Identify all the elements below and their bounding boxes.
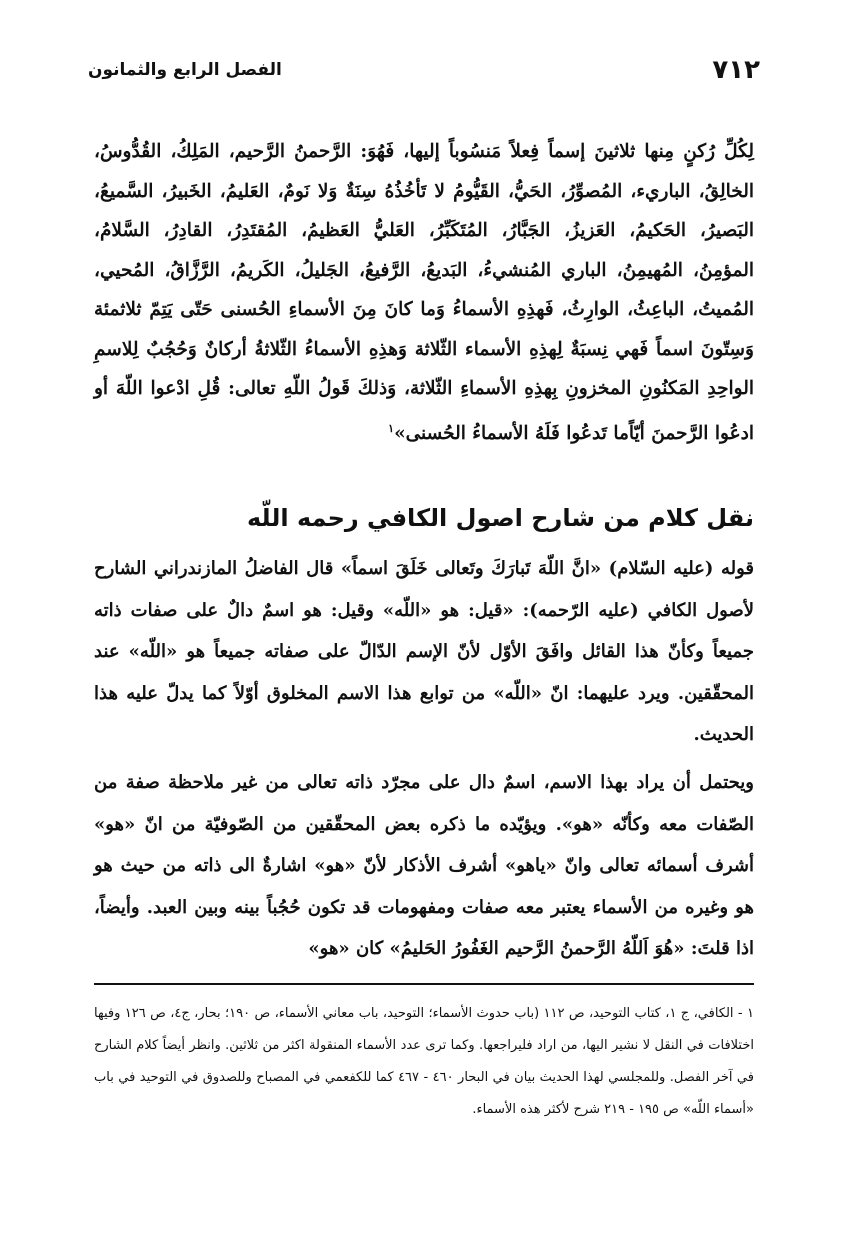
commentary-paragraph-1: قوله (عليه السّلام) «انَّ اللّهَ تَبارَكَ وتَعالى خَلَقَ اسماً» قال الفاضلُ المازندراني الشارح لأصول الكافي (عليه الرّحمه): «قيل: هو «اللّه» وقيل: هو اسمٌ دالٌ على صفات ذاته جميعاً وكأنّ هذا القائل وافَقَ الأوّل لأنّ الإسم الدّالّ على صفاته جميعاً هو «اللّه» عند المحقّقين. ويرد عليهما: انّ «اللّه» من توابع هذا الاسم المخلوق أوّلاً كما يدلّ عليه هذا الحديث. <box>94 558 754 745</box>
footnote-divider <box>94 983 754 985</box>
chapter-title: الفصل الرابع والثمانون <box>88 60 282 80</box>
footnote: ١ - الكافي، ج ١، كتاب التوحيد، ص ١١٢ (باب حدوث الأسماء؛ التوحيد، باب معاني الأسماء، ص ١٩٠؛ بحار، ج٤، ص ١٢٦ وفيها اختلافات في النقل لا نشير اليها، من اراد فليراجعها. وكما ترى عدد الأسماء المنقولة اكثر من ثلاثين. وانظر أيضاً كلام الشارح في آخر الفصل. وللمجلسي لهذا الحديث بيان في البحار ٤٦٠ - ٤٦٧ كما للكفعمي في المصباح وللصدوق في التوحيد في باب «أسماء اللّه» ص ١٩٥ - ٢١٩ شرح لأكثر هذه الأسماء. <box>94 1006 754 1117</box>
hadith-paragraph <box>94 132 754 453</box>
section-heading: نقل كلام من شارح اصول الكافي رحمه اللّه <box>247 504 754 532</box>
footnote-reference[interactable]: ١ <box>388 421 395 435</box>
commentary-paragraph-2: ويحتمل أن يراد بهذا الاسم، اسمٌ دال على مجرّد ذاته تعالى من غير ملاحظة صفة من الصّفات معه وكأنّه «هو». ويؤيّده ما ذكره بعض المحقّقين من الصّوفيّة من انّ «هو» أشرف أسمائه تعالى وانّ «ياهو» أشرف الأذكار لأنّ «هو» اشارةٌ الى ذاته من حيث هو هو وغيره من الأسماء يعتبر معه صفات ومفهومات قد تكون حُجُباً بينه وبين العبد. وأيضاً، اذا قلتَ: «هُوَ اَللّهُ الرَّحمنُ الرَّحيم الغَفُورُ الحَليمُ» كان «هو» <box>94 772 754 959</box>
page-header <box>88 52 760 88</box>
hadith-text: لِكُلِّ رُكنٍ مِنها ثلاثينَ إسماً فِعلاً مَنسُوباً إليها، فَهُوَ: الرَّحمنُ الرَّحيم، المَلِكُ، القُدُّوسُ، الخالِقُ، الباريء، المُصوِّرُ، الحَيُّ، القَيُّومُ لا تَأخُذُهُ سِنَةٌ وَلا نَومٌ، العَليمُ، الخَبيرُ، السَّميعُ، البَصيرُ، الحَكيمُ، العَزيزُ، الجَبَّارُ، المُتَكَبِّرُ، العَليُّ العَظيمُ، المُقتَدِرُ، القادِرُ، السَّلامُ، المؤمِنُ، المُهيمِنُ، الباري المُنشيءُ، البَديعُ، الرَّفيعُ، الجَليلُ، الكَريمُ، الرَّزَّاقُ، المُحيي، المُميتُ، الباعِثُ، الوارِثُ، فَهذِهِ الأسماءُ وَما كانَ مِنَ الأسماءِ الحُسنى حَتّى يَتِمّ ثلاثمئة وَسِتّونَ اسماً فَهي نِسبَةٌ لِهذِهِ الأسماء الثّلاثة وَهذِهِ الأسماءُ الثّلاثةُ أركانٌ وَحُجُبٌ لِلاسمِ الواحِدِ المَكنُونِ المخزونِ بِهذِهِ الأسماءِ الثّلاثة، وَذلكَ قَولُ اللّهِ تعالى: قُلِ ادْعوا اللّهَ أو ادعُوا الرَّحمنَ أيّاًما تَدعُوا فَلَهُ الأسماءُ الحُسنى» <box>94 141 754 444</box>
page-number: ٧١٢ <box>712 55 760 85</box>
